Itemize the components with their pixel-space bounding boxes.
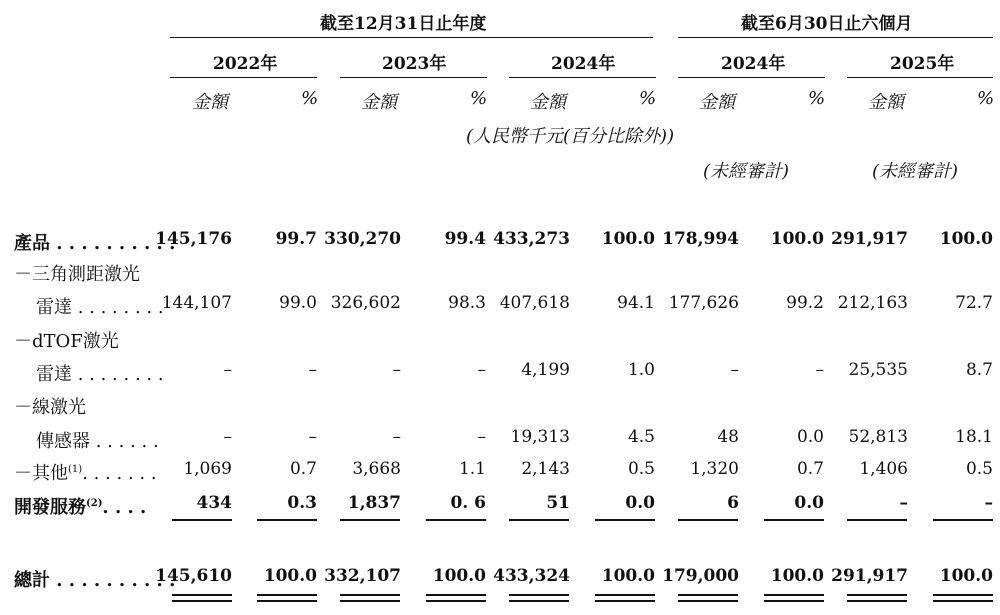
six-month-group-header: 截至6月30日止六個月 <box>741 14 913 34</box>
row-label-dev-services <box>14 493 146 519</box>
dev-services-label-dots: . . . . <box>102 497 147 518</box>
table-cell: 19,313 <box>510 427 570 447</box>
pct-header-2024-fy: % <box>639 88 657 109</box>
table-cell: 100.0 <box>939 566 993 586</box>
amount-header-2022: 金額 <box>192 92 228 113</box>
table-cell: 100.0 <box>770 566 824 586</box>
subtotal-rule-3 <box>340 519 400 521</box>
pct-header-2023: % <box>470 88 488 109</box>
table-cell: 0.5 <box>965 459 993 479</box>
footnote-1-marker: (1) <box>68 464 83 475</box>
total-double-rule-9 <box>847 594 907 602</box>
row-label-products: 產品 . . . . . . . . . . <box>14 233 176 254</box>
row-label-line-laser: －線激光 <box>14 397 86 418</box>
table-cell: 8.7 <box>965 360 993 380</box>
subtotal-rule-1 <box>172 519 232 521</box>
table-cell: 3,668 <box>352 459 401 479</box>
table-cell: 0.0 <box>625 493 655 513</box>
table-cell: 100.0 <box>601 229 655 249</box>
table-cell: 98.3 <box>448 293 486 313</box>
subtotal-rule-9 <box>847 519 907 521</box>
pct-header-2022: % <box>301 88 319 109</box>
pct-header-2025-6m: % <box>977 88 995 109</box>
table-cell: – <box>223 427 232 447</box>
footnote-2-marker: (2) <box>86 498 103 509</box>
table-cell: 72.7 <box>955 293 993 313</box>
table-cell: – <box>815 360 824 380</box>
table-cell: 0.5 <box>627 459 655 479</box>
total-double-rule-8 <box>764 594 824 602</box>
unaudited-note-2024: (未經審計) <box>703 161 790 182</box>
table-cell: 99.0 <box>279 293 317 313</box>
table-cell: 0.3 <box>287 493 317 513</box>
year-2023: 2023年 <box>382 54 447 74</box>
currency-note: (人民幣千元(百分比除外)) <box>466 126 675 147</box>
amount-header-2024-6m: 金額 <box>699 92 735 113</box>
table-cell: – <box>392 427 401 447</box>
table-cell: 144,107 <box>161 293 232 313</box>
table-cell: – <box>730 360 739 380</box>
table-cell: 48 <box>717 427 739 447</box>
total-double-rule-10 <box>933 594 993 602</box>
total-double-rule-6 <box>595 594 655 602</box>
year-2022: 2022年 <box>213 54 278 74</box>
row-label-others <box>14 459 157 485</box>
unaudited-note-2025: (未經審計) <box>872 161 959 182</box>
total-double-rule-3 <box>340 594 400 602</box>
others-label-text: －其他 <box>14 463 68 484</box>
total-double-rule-7 <box>678 594 738 602</box>
year-rule-2024-fy <box>509 77 656 78</box>
table-cell: 1.0 <box>627 360 655 380</box>
table-cell: 332,107 <box>324 566 401 586</box>
fy-group-rule <box>170 37 653 38</box>
table-cell: 407,618 <box>499 293 570 313</box>
table-cell: 94.1 <box>617 293 655 313</box>
subtotal-rule-6 <box>595 519 655 521</box>
total-double-rule-2 <box>257 594 317 602</box>
table-cell: 212,163 <box>837 293 908 313</box>
table-cell: 326,602 <box>330 293 401 313</box>
table-cell: 1.1 <box>458 459 486 479</box>
table-cell: 4.5 <box>627 427 655 447</box>
subtotal-rule-7 <box>678 519 738 521</box>
table-cell: – <box>899 493 908 513</box>
table-cell: 0.0 <box>796 427 824 447</box>
table-cell: 1,406 <box>859 459 908 479</box>
table-cell: 434 <box>196 493 232 513</box>
table-cell: 100.0 <box>432 566 486 586</box>
table-cell: 0.7 <box>289 459 317 479</box>
table-cell: 52,813 <box>848 427 908 447</box>
row-label-dtof-lidar-cont: 雷達 . . . . . . . . <box>36 364 164 385</box>
row-label-line-laser-cont: 傳感器 . . . . . . <box>36 431 159 452</box>
row-label-dtof-lidar: －dTOF激光 <box>14 331 119 352</box>
table-cell: 145,610 <box>155 566 232 586</box>
pct-header-2024-6m: % <box>808 88 826 109</box>
table-cell: 433,273 <box>493 229 570 249</box>
year-rule-2022 <box>170 77 317 78</box>
table-cell: 330,270 <box>324 229 401 249</box>
subtotal-rule-2 <box>257 519 317 521</box>
six-month-group-rule <box>678 37 993 38</box>
table-cell: – <box>392 360 401 380</box>
table-cell: 99.2 <box>786 293 824 313</box>
amount-header-2025-6m: 金額 <box>868 92 904 113</box>
table-cell: 18.1 <box>955 427 993 447</box>
table-cell: 179,000 <box>662 566 739 586</box>
table-cell: 25,535 <box>848 360 908 380</box>
table-cell: 145,176 <box>155 229 232 249</box>
others-label-dots: . . . . . . . <box>82 463 157 484</box>
table-cell: 100.0 <box>601 566 655 586</box>
table-cell: 4,199 <box>521 360 570 380</box>
fy-group-header: 截至12月31日止年度 <box>320 14 487 34</box>
table-cell: 1,069 <box>183 459 232 479</box>
subtotal-rule-10 <box>933 519 993 521</box>
table-cell: – <box>477 427 486 447</box>
subtotal-rule-4 <box>426 519 486 521</box>
table-cell: – <box>984 493 993 513</box>
table-cell: 291,917 <box>831 229 908 249</box>
table-cell: 100.0 <box>263 566 317 586</box>
table-cell: 6 <box>727 493 739 513</box>
table-cell: – <box>308 360 317 380</box>
year-rule-2023 <box>340 77 487 78</box>
table-cell: 291,917 <box>831 566 908 586</box>
table-cell: 51 <box>546 493 570 513</box>
total-double-rule-4 <box>426 594 486 602</box>
dev-services-label-text: 開發服務 <box>14 497 86 518</box>
subtotal-rule-8 <box>764 519 824 521</box>
row-label-total: 總計 . . . . . . . . . . <box>14 570 176 591</box>
table-cell: 433,324 <box>493 566 570 586</box>
table-cell: 100.0 <box>770 229 824 249</box>
total-double-rule-1 <box>172 594 232 602</box>
table-cell: 177,626 <box>668 293 739 313</box>
table-cell: 1,837 <box>347 493 401 513</box>
table-cell: – <box>223 360 232 380</box>
year-rule-2025-6m <box>847 77 993 78</box>
table-cell: – <box>477 360 486 380</box>
table-cell: 178,994 <box>662 229 739 249</box>
table-cell: 1,320 <box>690 459 739 479</box>
year-2024-fy: 2024年 <box>551 54 616 74</box>
row-label-triangulation-lidar-cont: 雷達 . . . . . . . . <box>36 297 164 318</box>
table-cell: 100.0 <box>939 229 993 249</box>
table-cell: 99.7 <box>275 229 317 249</box>
year-2024-6m: 2024年 <box>721 54 786 74</box>
table-cell: 99.4 <box>444 229 486 249</box>
total-double-rule-5 <box>509 594 569 602</box>
table-cell: 2,143 <box>521 459 570 479</box>
table-cell: 0. 6 <box>450 493 486 513</box>
table-cell: – <box>308 427 317 447</box>
table-cell: 0.7 <box>796 459 824 479</box>
table-cell: 0.0 <box>794 493 824 513</box>
amount-header-2023: 金額 <box>361 92 397 113</box>
amount-header-2024-fy: 金額 <box>530 92 566 113</box>
year-rule-2024-6m <box>678 77 825 78</box>
subtotal-rule-5 <box>509 519 569 521</box>
row-label-triangulation-lidar: －三角測距激光 <box>14 264 140 285</box>
year-2025-6m: 2025年 <box>890 54 955 74</box>
